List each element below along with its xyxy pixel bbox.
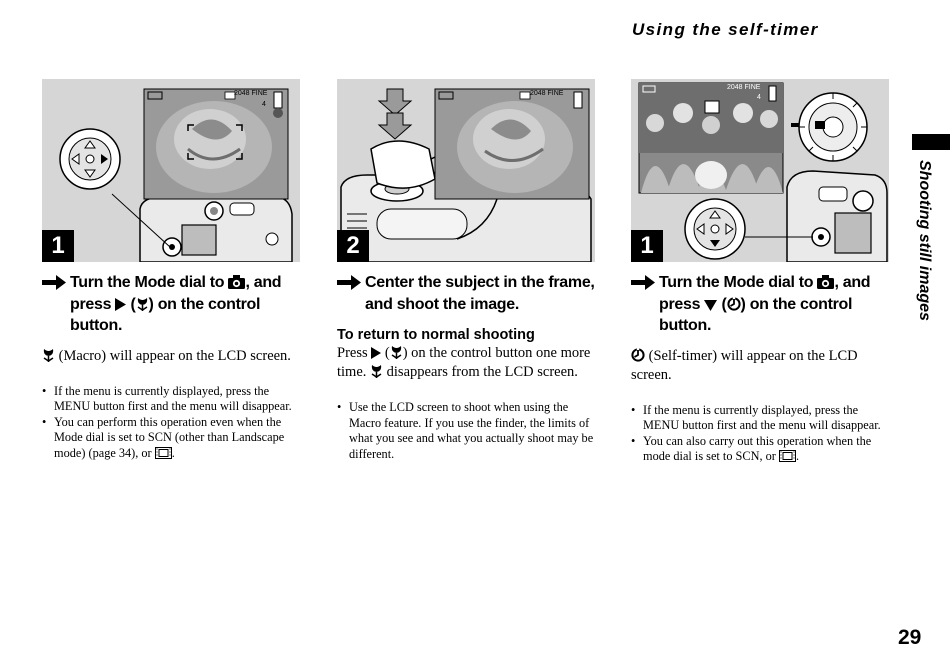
right-arrow-icon	[631, 275, 655, 290]
macro-flower-icon	[370, 364, 383, 378]
section-tab-label: Shooting still images	[916, 160, 933, 321]
lcd-shot-count: 4	[262, 101, 266, 108]
lcd-shot-count: 4	[757, 94, 761, 101]
camera-icon	[228, 275, 245, 289]
step-instruction-heading: Turn the Mode dial to , and press ( ) on the control button.	[42, 272, 304, 337]
notes-list	[631, 403, 893, 465]
page-header-title: Using the self-timer	[632, 20, 819, 39]
notes-list	[42, 384, 304, 462]
step-column-macro	[42, 79, 304, 461]
list-item: • Use the LCD screen to shoot when using the Macro feature. If you use the finder, the limits of what you see and what you actually shoot may be different.	[337, 400, 599, 462]
self-timer-result-text: (Self-timer) will appear on the LCD screen.	[631, 347, 858, 383]
step-instruction-heading: Turn the Mode dial to , and press ( ) on the control button.	[631, 272, 893, 337]
macro-flower-icon	[42, 348, 55, 362]
step-number-badge: 1	[631, 230, 663, 262]
step-number-badge: 2	[337, 230, 369, 262]
macro-flower-icon	[136, 297, 149, 311]
list-item: • If the menu is currently displayed, press the MENU button first and the menu will disappear.	[42, 384, 304, 415]
self-timer-icon	[727, 297, 741, 311]
step-number-badge: 1	[42, 230, 74, 262]
notes-list	[337, 400, 599, 462]
camera-illustration-shoot	[337, 79, 595, 262]
list-item: • You can also carry out this operation when the mode dial is set to SCN, or .	[631, 434, 893, 465]
step-column-self-timer	[631, 79, 893, 465]
right-arrow-icon	[337, 275, 361, 290]
triangle-right-icon	[115, 298, 126, 311]
list-item: • You can perform this operation even when the Mode dial is set to SCN (other than Landscape mode) (page 34), or .	[42, 415, 304, 462]
return-to-normal-heading: To return to normal shooting	[337, 327, 535, 343]
triangle-right-icon	[371, 347, 381, 359]
movie-film-icon	[779, 450, 796, 462]
triangle-down-icon	[704, 300, 717, 311]
movie-film-icon	[155, 447, 172, 459]
lcd-quality-readout: 2048 FINE	[727, 84, 761, 91]
macro-flower-icon	[390, 345, 403, 359]
lcd-quality-readout: 2048 FINE	[530, 90, 564, 97]
camera-icon	[817, 275, 834, 289]
step-column-shoot	[337, 79, 599, 462]
step-instruction-heading: Center the subject in the frame, and shoot the image.	[337, 272, 599, 315]
return-to-normal-text: Press ( ) on the control button one more time. disappears from the LCD screen.	[337, 345, 591, 380]
camera-illustration-macro	[42, 79, 300, 262]
page-number: 29	[898, 626, 922, 649]
right-arrow-icon	[42, 275, 66, 290]
list-item: • If the menu is currently displayed, press the MENU button first and the menu will disappear.	[631, 403, 893, 434]
camera-illustration-self-timer	[631, 79, 889, 262]
macro-result-text: (Macro) will appear on the LCD screen.	[42, 347, 304, 366]
section-tab-marker	[912, 134, 950, 150]
self-timer-icon	[631, 348, 645, 362]
lcd-quality-readout: 2048 FINE	[234, 90, 268, 97]
